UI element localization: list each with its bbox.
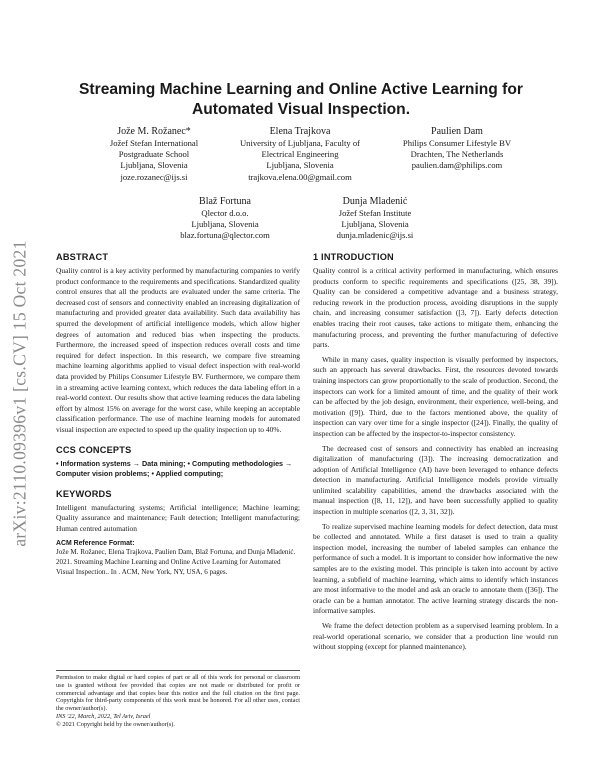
keywords-heading: KEYWORDS — [56, 488, 112, 499]
abstract-heading: ABSTRACT — [56, 252, 109, 262]
left-column — [56, 252, 300, 577]
intro-paragraph-5: We frame the defect detection problem as a supervised learning problem. In a real-world operational scenario, we consider that a production line would run without stopping (except for planned maintenance). — [313, 621, 558, 652]
author-location: Ljubljana, Slovenia — [341, 219, 409, 230]
permission-block — [56, 674, 300, 729]
author-affiliation: Qlector d.o.o. — [201, 208, 249, 218]
reference-format-text: Jože M. Rožanec, Elena Trajkova, Paulien Dam, Blaž Fortuna, and Dunja Mladenić. 2021. Streaming Machine Learning and Online Active Learning for Automated Visual Inspection.. In . ACM, New York, NY, USA, 6 pages. — [56, 548, 296, 577]
author-location: Ljubljana, Slovenia — [120, 160, 188, 171]
author-email: paulien.dam@philips.com — [411, 160, 503, 171]
introduction-heading: 1 INTRODUCTION — [313, 252, 394, 262]
author-name: Jože M. Rožanec* — [117, 126, 191, 137]
paper-title: Streaming Machine Learning and Online Active Learning for Automated Visual Inspection. — [79, 81, 523, 118]
right-column — [313, 252, 558, 653]
intro-paragraph-4: To realize supervised machine learning models for defect detection, data must be collected and annotated. While a first dataset is used to train a quality inspection model, increasing the number of labeled samples can enhance the performance of such a model. It is important to consider how informative the new samples are to the existing model. This principle is taken into account by active learning, a subfield of machine learning, which aims to identify which instances are most informative to the model and ask an oracle to annotate them ([36]). The oracle can be a human annotator. The active learning strategy discards the non-informative samples. — [313, 521, 558, 616]
author-affiliation: Postgraduate School — [118, 149, 190, 160]
author-location: Ljubljana, Slovenia — [266, 160, 334, 171]
author-email: dunja.mladenic@ijs.si — [336, 230, 414, 241]
author-affiliation: Jožef Stefan Institute — [338, 208, 412, 218]
author-affiliation: Jožef Stefan International — [109, 138, 199, 148]
author-affiliation: Philips Consumer Lifestyle BV — [402, 138, 512, 148]
venue-line: INS '22, March, 2022, Tel Aviv, Israel — [56, 712, 151, 720]
permission-text: Permission to make digital or hard copies of part or all of this work for personal or classroom use is granted without fee provided that copies are not made or distributed for profit or commercial advantage and that copies bear this notice and the full citation on the first page. Copyrights for third-party components of this work must be honored. For all other uses, contact the owner/author(s). — [56, 674, 300, 713]
author-name: Blaž Fortuna — [199, 196, 251, 207]
author-email: trajkova.elena.00@gmail.com — [248, 171, 352, 182]
intro-paragraph-3: The decreased cost of sensors and connectivity has enabled an increasing digitalization of manufacturing ([3]). The increasing democratization and adoption of Artificial Intelligence (AI) have been leveraged to enhance defects detection in manufacturing. Artificial Intelligence models provide virtually unlimited scalability capabilities, amend the drawbacks associated with the manual inspection ([8, 11, 12]), and have been successfully applied to quality inspection in multiple scenarios ([2, 3, 31, 32]). — [313, 443, 558, 517]
author-name: Dunja Mladenić — [342, 196, 408, 207]
intro-paragraph-2: While in many cases, quality inspection is visually performed by inspectors, such an approach has several drawbacks. First, the resources devoted towards training inspectors can grow proportionally to the scale of production. Second, the inspectors can work for a limited amount of time, and the quality of their work can be affected by the job design, environment, their experience, well-being, and motivation ([9]). Third, due to the factors mentioned above, the quality of inspection can vary over time for a single inspector ([24]). Finally, the quality of inspection can be affected by the inspector-to-inspector consistency. — [313, 354, 558, 438]
author-block-5 — [310, 195, 440, 242]
author-affiliation: University of Ljubljana, Faculty of — [239, 138, 361, 148]
author-email: blaz.fortuna@qlector.com — [180, 230, 270, 241]
author-name: Elena Trajkova — [269, 126, 331, 137]
author-location: Drachten, The Netherlands — [410, 149, 504, 160]
intro-paragraph-1: Quality control is a critical activity performed in manufacturing, which ensures products conform to specific requirements and specifications ([25, 38, 39]). Quality can be considered a competitive advantage and a business strategy, reducing rework in the production process, avoiding disruptions in the supply chain, and increasing consumer satisfaction ([3, 7]). Early defects detection enables tracing their root causes, take actions to mitigate them, enhancing the manufacturing process, and preventing the further manufacturing of defective parts. — [313, 266, 558, 350]
author-affiliation: Electrical Engineering — [261, 149, 339, 160]
arxiv-stamp: arXiv:2110.09396v1 [cs.CV] 15 Oct 2021 — [9, 239, 30, 547]
author-block-3 — [380, 125, 534, 172]
author-name: Paulien Dam — [431, 126, 483, 137]
abstract-text: Quality control is a key activity performed by manufacturing companies to verify product conformance to the requirements and specifications. Standardized quality control ensures that all the products are evaluated under the same criteria. The decreased cost of sensors and connectivity enabled an increasing digitalization of manufacturing and provided greater data availability. Such data availability has spurred the development of artificial intelligence models, which allow higher degrees of automation and reduced bias when inspecting the products. Furthermore, the increased speed of inspection reduces overall costs and time required for defect inspection. In this research, we compare five streaming machine learning algorithms applied to visual defect inspection with real-world data provided by Philips Consumer Lifestyle BV. Furthermore, we compare them in a streaming active learning context, which reduces the data labeling effort in a real-world context. Our results show that active learning reduces the data labeling effort by almost 15% on average for the worst case, while keeping an acceptable classification performance. The use of machine learning models for automated visual inspection are expected to speed up the quality inspection up to 40%. — [56, 266, 300, 434]
author-block-1 — [86, 125, 222, 183]
ccs-concepts: • Information systems → Data mining; • Computing methodologies → Computer vision problems; • Applied computing; — [56, 458, 293, 479]
ccs-heading: CCS CONCEPTS — [56, 444, 132, 455]
author-email: joze.rozanec@ijs.si — [120, 171, 188, 182]
author-block-4 — [160, 195, 290, 242]
author-location: Ljubljana, Slovenia — [191, 219, 259, 230]
keywords-text: Intelligent manufacturing systems; Artificial intelligence; Machine learning; Quality assurance and maintenance; Fault detection; Intelligent manufacturing; Human centred automation — [56, 502, 300, 533]
footnote-rule — [56, 670, 300, 671]
author-block-2 — [226, 125, 374, 183]
copyright-line: © 2021 Copyright held by the owner/author(s). — [56, 720, 175, 728]
reference-format-heading: ACM Reference Format: — [56, 540, 135, 548]
